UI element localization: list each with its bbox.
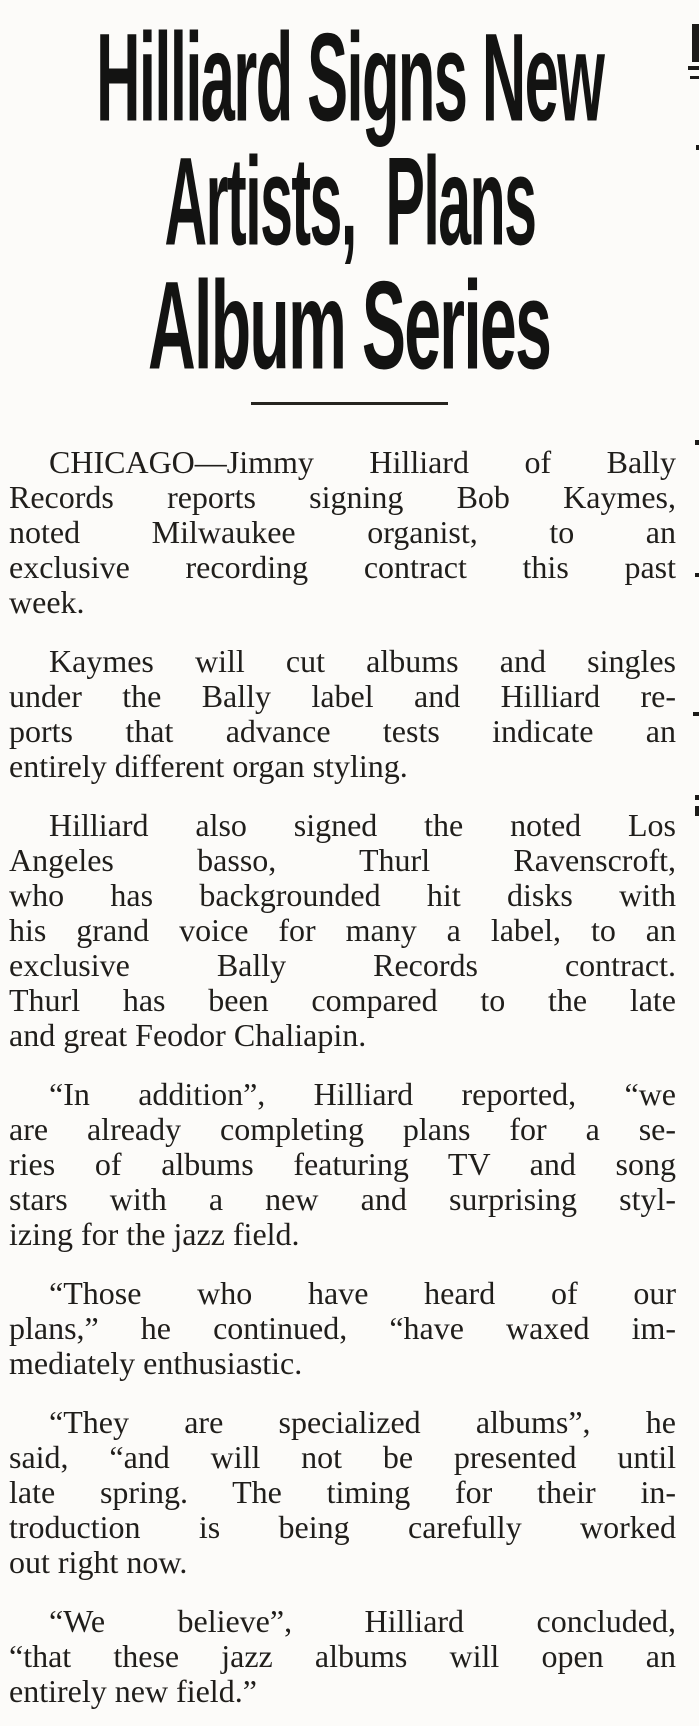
body-line: “that these jazz albums will open an (9, 1638, 676, 1674)
body-line: ports that advance tests indicate an (9, 713, 676, 749)
body-line: “They are specialized albums”, he (49, 1404, 676, 1440)
body-line: entirely different organ styling. (9, 748, 408, 784)
headline-divider (251, 402, 448, 405)
headline-text-3: Album Series (148, 256, 551, 396)
scan-artifact (690, 76, 699, 79)
paragraph-6 (9, 1405, 676, 1580)
scan-artifact (693, 712, 699, 716)
paragraph-4 (9, 1077, 676, 1252)
body-line: are already completing plans for a se- (9, 1111, 676, 1147)
body-line: under the Bally label and Hilliard re- (9, 678, 676, 714)
body-line: exclusive recording contract this past (9, 549, 676, 585)
body-line: out right now. (9, 1544, 188, 1580)
body-line: izing for the jazz field. (9, 1216, 300, 1252)
headline-line-3 (0, 256, 699, 396)
body-line: Kaymes will cut albums and singles (49, 643, 676, 679)
paragraph-1 (9, 445, 676, 620)
headline-text-2: Artists, Plans (164, 132, 535, 272)
body-line: stars with a new and surprising styl- (9, 1181, 676, 1217)
paragraph-5 (9, 1276, 676, 1381)
scan-artifact (688, 66, 699, 70)
body-line: Records reports signing Bob Kaymes, (9, 479, 676, 515)
body-line: Hilliard also signed the noted Los (49, 807, 676, 843)
body-line: who has backgrounded hit disks with (9, 877, 676, 913)
body-line: exclusive Bally Records contract. (9, 947, 676, 983)
scan-artifact (695, 573, 699, 577)
body-line: said, “and will not be presented until (9, 1439, 676, 1475)
body-line: late spring. The timing for their in- (9, 1474, 676, 1510)
scan-artifact (695, 795, 699, 800)
body-line: Angeles basso, Thurl Ravenscroft, (9, 842, 676, 878)
body-line: noted Milwaukee organist, to an (9, 514, 676, 550)
paragraph-7 (9, 1604, 676, 1709)
body-line: Thurl has been compared to the late (9, 982, 676, 1018)
body-line: troduction is being carefully worked (9, 1509, 676, 1545)
headline-line-2 (0, 132, 699, 272)
article-body (0, 445, 699, 1709)
paragraph-2 (9, 644, 676, 784)
body-line: his grand voice for many a label, to an (9, 912, 676, 948)
body-line: week. (9, 584, 85, 620)
body-line: plans,” he continued, “have waxed im- (9, 1310, 676, 1346)
body-line: mediately enthusiastic. (9, 1345, 303, 1381)
body-line: ries of albums featuring TV and song (9, 1146, 676, 1182)
body-line: and great Feodor Chaliapin. (9, 1017, 367, 1053)
body-line: “In addition”, Hilliard reported, “we (49, 1076, 676, 1112)
body-line: CHICAGO—Jimmy Hilliard of Bally (49, 444, 676, 480)
body-line: “Those who have heard of our (49, 1275, 676, 1311)
body-line: entirely new field.” (9, 1673, 257, 1709)
scan-artifact (695, 806, 699, 816)
scan-artifact (692, 24, 699, 62)
headline-text-1: Hilliard Signs New (95, 8, 604, 148)
paragraph-3 (9, 808, 676, 1053)
headline-line-1 (0, 8, 699, 148)
scan-artifact (695, 440, 699, 445)
body-line: “We believe”, Hilliard concluded, (49, 1603, 676, 1639)
article-headline (0, 0, 699, 396)
